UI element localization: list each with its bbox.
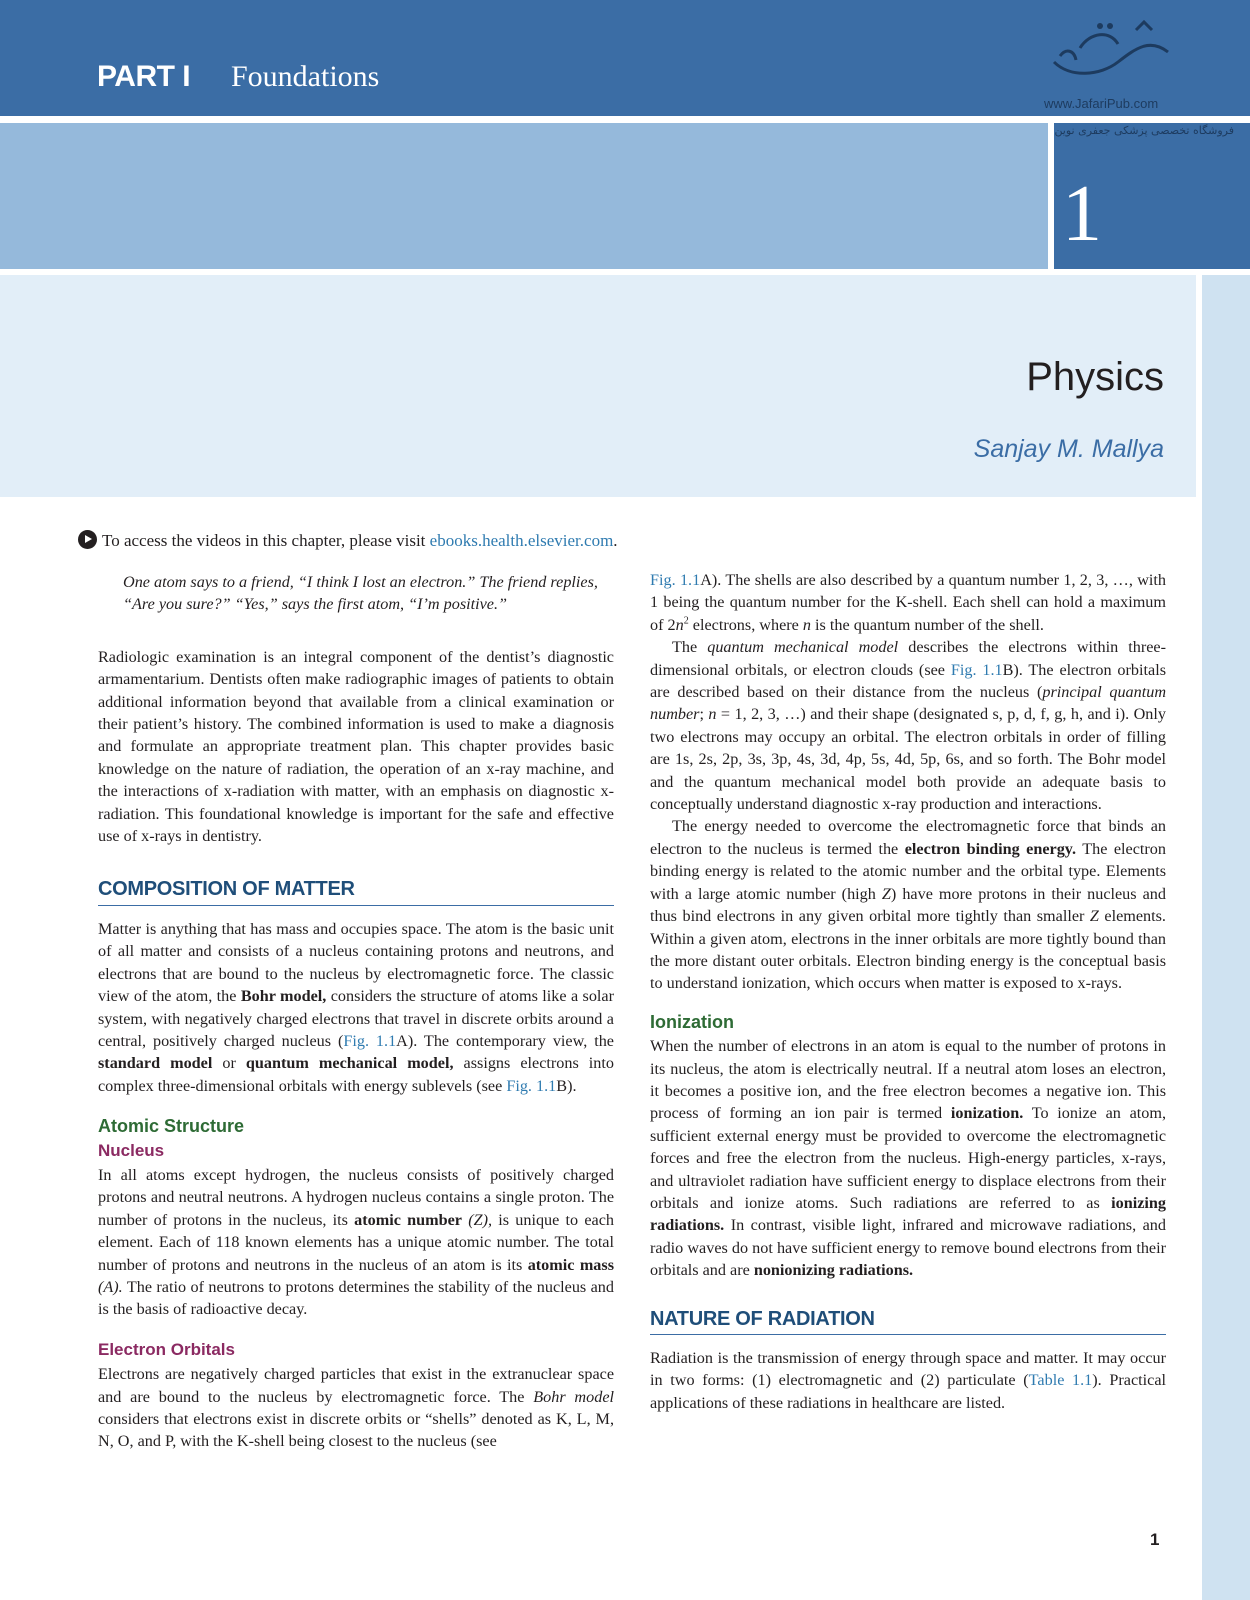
- part-name: Foundations: [231, 60, 380, 93]
- chapter-number: 1: [1062, 170, 1102, 258]
- right-column: [650, 569, 1166, 1414]
- quantum-model-paragraph: The quantum mechanical model describes the electrons within three-dimensional orbitals, or electron clouds (see Fig. 1.1B). The electron orbitals are described based on their distance from the nucleus (principal quantum number; n = 1, 2, 3, …) and their shape (designated s, p, d, f, g, h, and i). Only two electrons may occupy an orbital. The electron orbitals in order of filling are 1s, 2s, 2p, 3s, 3p, 4s, 3d, 4p, 5s, 4d, 5p, 6s, and so forth. The Bohr model and the quantum mechanical model both provide an adequate basis to conceptually understand diagnostic x-ray production and interactions.: [650, 638, 1167, 814]
- ionization-paragraph: When the number of electrons in an atom is equal to the number of protons in its nucleus, the atom is electrically neutral. If a neutral atom loses an electron, it becomes a positive ion, and the free electron becomes a negative ion. This process of forming an ion pair is termed ionization. To ionize an atom, sufficient external energy must be provided to overcome the electromagnetic forces and free the electron from the nucleus. High-energy particles, x-rays, and ultraviolet radiation have sufficient energy to displace electrons from their orbitals and ionize atoms. Such radiations are referred to as ionizing radiations. In contrast, visible light, infrared and microwave radiations, and radio waves do not have sufficient energy to remove bound electrons from their orbitals and are nonionizing radiations.: [650, 1037, 1166, 1280]
- logo-tagline: فروشگاه تخصصی پزشکی جعفری نوین: [1054, 124, 1234, 137]
- heading-ionization: Ionization: [650, 1011, 734, 1032]
- chapter-author: Sanjay M. Mallya: [973, 435, 1164, 463]
- heading-nature-of-radiation: NATURE OF RADIATION: [650, 1308, 1166, 1335]
- page-number: 1: [1150, 1530, 1160, 1549]
- video-link[interactable]: ebooks.health.elsevier.com: [429, 531, 614, 550]
- table-link[interactable]: Table 1.1: [1028, 1371, 1093, 1390]
- fig-link[interactable]: Fig. 1.1: [506, 1076, 557, 1095]
- logo-mark-icon: [1040, 18, 1180, 90]
- nucleus-paragraph: In all atoms except hydrogen, the nucleus consists of positively charged protons and neutral neutrons. A hydrogen nucleus contains a single proton. The number of protons in the nucleus, its atomic number (Z), is unique to each element. Each of 118 known elements has a unique atomic number. The total number of protons and neutrons in the nucleus of an atom is its atomic mass (A). The ratio of neutrons to protons determines the stability of the nucleus and is the basis of radioactive decay.: [98, 1165, 615, 1319]
- title-band-divider: [0, 269, 1250, 275]
- chapter-number-box: [1054, 123, 1250, 269]
- fig-link[interactable]: Fig. 1.1: [343, 1031, 397, 1050]
- publisher-logo: [1040, 18, 1250, 138]
- heading-composition-of-matter: COMPOSITION OF MATTER: [98, 878, 614, 905]
- orbitals-paragraph: Electrons are negatively charged particles that exist in the extranuclear space and are bound to the nucleus by electromagnetic force. The Bohr model considers that electrons exist in discrete orbits or “shells” denoted as K, L, M, N, O, and P, with the K-shell being closest to the nucleus (see: [98, 1365, 614, 1451]
- chapter-title: Physics: [1026, 355, 1164, 399]
- heading-atomic-structure: Atomic Structure: [98, 1116, 245, 1137]
- heading-electron-orbitals: Electron Orbitals: [98, 1339, 235, 1359]
- binding-energy-paragraph: The energy needed to overcome the electromagnetic force that binds an electron to the nucleus is termed the electron binding energy. The electron binding energy is related to the atomic number and the orbital type. Elements with a large atomic number (high Z) have more protons in their nucleus and thus bind electrons in any given orbital more tightly than smaller Z elements. Within a given atom, electrons in the inner orbitals are more tightly bound than the more distant outer orbitals. Electron binding energy is the conceptual basis to understand ionization, which occurs when matter is exposed to x-rays.: [650, 817, 1166, 993]
- radiation-paragraph: Radiation is the transmission of energy through space and matter. It may occur in two forms: (1) electromagnetic and (2) particulate (Table 1.1). Practical applications of these radiations in healthcare are listed.: [650, 1349, 1167, 1412]
- header-band: [0, 123, 1048, 269]
- fig-link[interactable]: Fig. 1.1: [650, 571, 701, 589]
- video-note-end: .: [613, 531, 618, 550]
- intro-paragraph: Radiologic examination is an integral component of the dentist’s diagnostic armamentarium. Dentists often make radiographic images of patients to obtain additional information beyond that available from a clinical examination or their patient’s history. The combined information is used to make a diagnosis and formulate an appropriate treatment plan. This chapter provides basic knowledge on the nature of radiation, the operation of an x-ray machine, and the interactions of x-radiation with matter, with an emphasis on diagnostic x-radiation. This foundational knowledge is important for the safe and effective use of x-rays in dentistry.: [98, 647, 614, 846]
- epigraph: One atom says to a friend, “I think I lost an electron.” The friend replies, “Are you sure?” “Yes,” says the first atom, “I’m positive.”: [123, 573, 598, 614]
- heading-nucleus: Nucleus: [98, 1140, 165, 1160]
- video-access-note: [78, 530, 618, 551]
- orbitals-paragraph-continued: Fig. 1.1A). The shells are also described by a quantum number 1, 2, 3, …, with 1 being the quantum number for the K-shell. Each shell can hold a maximum of $2n^2$ electrons, where n is the quantum number of the shell.: [650, 571, 1166, 634]
- part-label: PART I: [97, 60, 191, 93]
- video-note-text: To access the videos in this chapter, please visit: [102, 531, 430, 550]
- page-edge-strip: [1202, 275, 1250, 1600]
- play-icon: [78, 530, 97, 549]
- logo-url: www.JafariPub.com: [1044, 96, 1159, 111]
- composition-paragraph: Matter is anything that has mass and occupies space. The atom is the basic unit of all matter and consists of a nucleus containing protons and neutrons, and electrons that are bound to the nucleus by electromagnetic force. The classic view of the atom, the Bohr model, considers the structure of atoms like a solar system, with negatively charged electrons that travel in discrete orbits around a central, positively charged nucleus (Fig. 1.1A). The contemporary view, the standard model or quantum mechanical model, assigns electrons into complex three-dimensional orbitals with energy sublevels (see Fig. 1.1B).: [98, 919, 614, 1095]
- fig-link[interactable]: Fig. 1.1: [950, 660, 1003, 679]
- left-column: [98, 568, 614, 1453]
